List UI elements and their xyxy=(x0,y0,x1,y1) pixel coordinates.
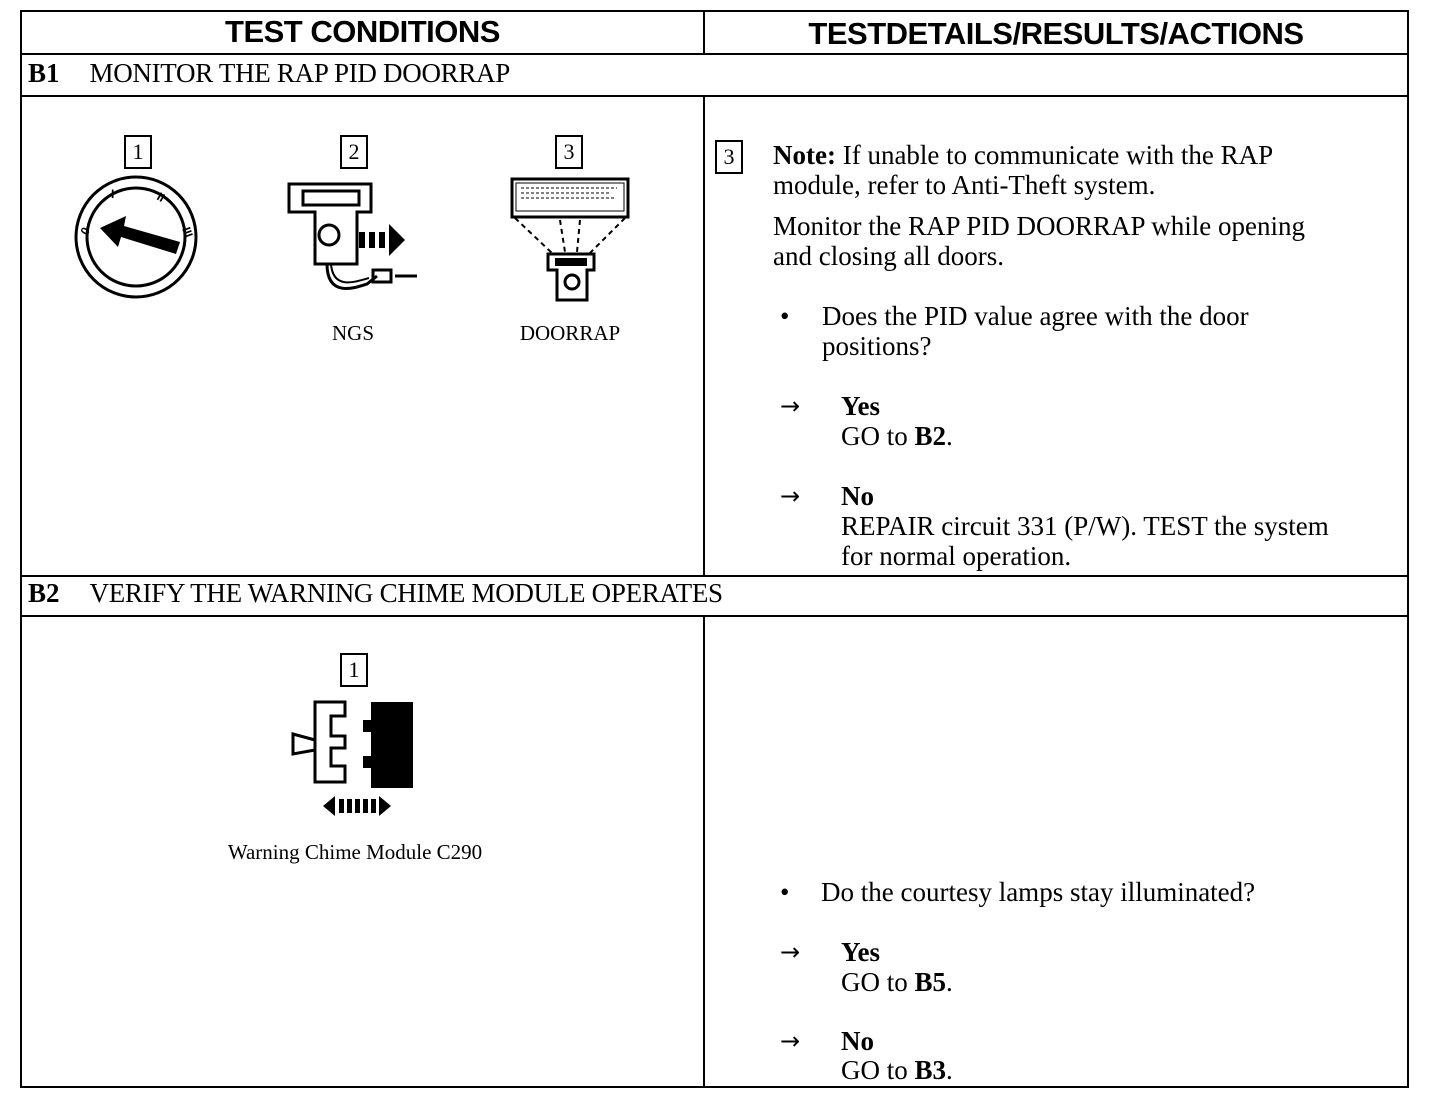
b2-yes-action-suffix: . xyxy=(946,967,953,997)
b1-monitor-line-1: Monitor the RAP PID DOORRAP while opening xyxy=(773,211,1306,241)
b2-question: Do the courtesy lamps stay illuminated? xyxy=(821,877,1256,907)
b2-no-action xyxy=(841,1055,953,1085)
b2-question-bullet: • xyxy=(780,877,790,907)
b1-title-divider xyxy=(20,95,1409,97)
header-divider xyxy=(20,53,1409,55)
table-border-left xyxy=(20,10,22,1088)
b1-no-arrow: → xyxy=(780,482,801,510)
b1-question-bullet: • xyxy=(780,301,790,331)
header-test-details: TESTDETAILS/RESULTS/ACTIONS xyxy=(808,16,1304,51)
b1-detail-step-box: 3 xyxy=(715,140,743,174)
b1-yes-action-prefix: GO to xyxy=(841,421,915,451)
b1-no-line-2: for normal operation. xyxy=(841,541,1072,571)
b1-yes-action-target: B2 xyxy=(914,421,947,451)
ignition-switch-icon xyxy=(68,172,208,302)
b2-yes-action-target: B5 xyxy=(914,967,947,997)
b1-step-id: B1 xyxy=(28,58,60,88)
b1-step-title: MONITOR THE RAP PID DOORRAP xyxy=(89,58,510,88)
b2-no-action-suffix: . xyxy=(946,1055,953,1085)
b1-yes-label: Yes xyxy=(841,391,880,421)
table-border-bottom xyxy=(20,1086,1409,1088)
b1-step-3-box: 3 xyxy=(555,135,583,169)
b1-yes-action xyxy=(841,421,953,451)
b2-step-id: B2 xyxy=(28,578,60,608)
doorrap-pid-display-icon xyxy=(505,176,635,306)
b2-yes-action-prefix: GO to xyxy=(841,967,915,997)
connector-disconnect-icon xyxy=(285,696,425,824)
b2-step-title: VERIFY THE WARNING CHIME MODULE OPERATES xyxy=(89,578,723,608)
column-divider-b2 xyxy=(703,615,705,1088)
b2-yes-label: Yes xyxy=(841,937,880,967)
b2-title-divider xyxy=(20,615,1409,617)
b2-yes-arrow: → xyxy=(780,938,801,966)
note-text-1: If unable to communicate with the RAP xyxy=(835,140,1274,170)
svg-text:0: 0 xyxy=(77,224,93,238)
b1-no-label: No xyxy=(841,481,874,511)
svg-text:II: II xyxy=(154,189,168,205)
doorrap-caption: DOORRAP xyxy=(519,321,621,345)
svg-text:III: III xyxy=(179,225,196,240)
b2-no-label: No xyxy=(841,1026,874,1056)
b1-title-row xyxy=(28,58,1398,89)
b2-top-divider xyxy=(20,575,1409,577)
b2-no-arrow: → xyxy=(780,1027,801,1055)
b2-step-1-box: 1 xyxy=(340,653,368,687)
b1-no-line-1: REPAIR circuit 331 (P/W). TEST the system xyxy=(841,511,1329,541)
table-border-right xyxy=(1407,10,1409,1088)
note-label: Note: xyxy=(773,140,836,170)
b2-no-action-target: B3 xyxy=(914,1055,947,1085)
b1-yes-action-suffix: . xyxy=(946,421,953,451)
b1-note-line-1 xyxy=(773,140,1273,170)
b1-yes-arrow: → xyxy=(780,392,801,420)
b2-yes-action xyxy=(841,967,953,997)
b2-title-row xyxy=(28,578,1398,609)
header-test-conditions: TEST CONDITIONS xyxy=(225,14,500,49)
column-divider-b1 xyxy=(703,95,705,577)
b1-question-line-1: Does the PID value agree with the door xyxy=(822,301,1249,331)
b2-no-action-prefix: GO to xyxy=(841,1055,915,1085)
ngs-caption: NGS xyxy=(331,321,374,345)
b1-monitor-line-2: and closing all doors. xyxy=(773,241,1004,271)
table-border-top xyxy=(20,10,1409,12)
b1-question-line-2: positions? xyxy=(822,331,932,361)
warning-chime-caption: Warning Chime Module C290 xyxy=(227,840,483,864)
ngs-scan-tool-icon xyxy=(285,180,425,300)
b1-step-1-box: 1 xyxy=(124,135,152,169)
b1-note-line-2: module, refer to Anti-Theft system. xyxy=(773,170,1156,200)
b1-step-2-box: 2 xyxy=(340,135,368,169)
svg-text:I: I xyxy=(111,187,115,201)
